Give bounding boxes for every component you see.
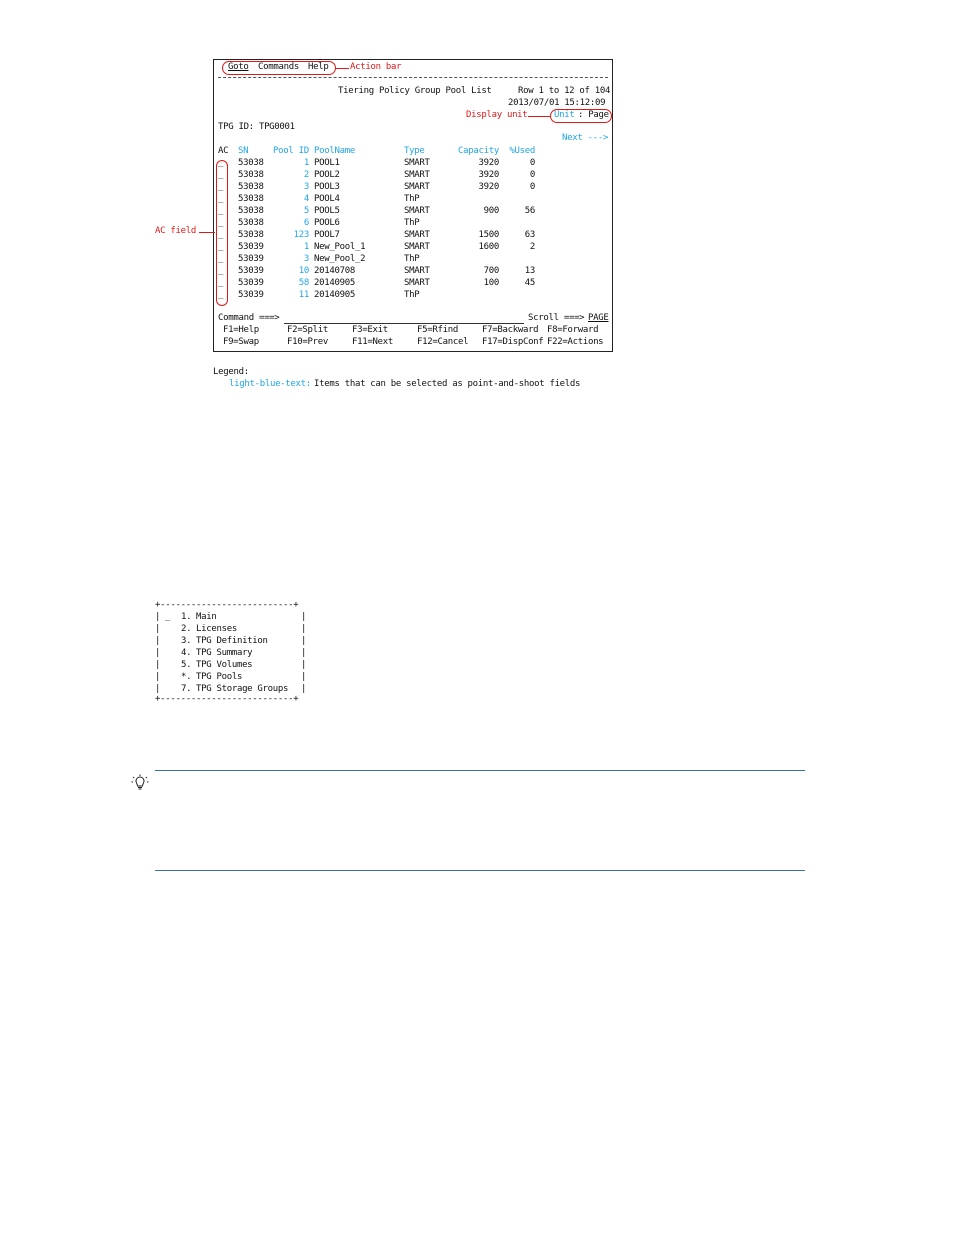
cell-used: 0 bbox=[529, 182, 535, 192]
ac-input[interactable]: _ bbox=[218, 182, 224, 192]
table-header bbox=[218, 145, 535, 157]
menu-left-border: | bbox=[155, 684, 161, 694]
menu-left-border: | bbox=[155, 672, 161, 682]
cell-sn: 53038 bbox=[238, 158, 264, 168]
cell-pool-name: POOL4 bbox=[314, 194, 340, 204]
cell-pool-id[interactable]: 10 bbox=[298, 266, 309, 276]
cell-sn: 53038 bbox=[238, 194, 264, 204]
cell-pool-id[interactable]: 3 bbox=[303, 182, 309, 192]
cell-pool-id[interactable]: 1 bbox=[303, 242, 309, 252]
table-row bbox=[218, 265, 535, 277]
cell-type: ThP bbox=[404, 290, 420, 300]
cell-pool-name: POOL5 bbox=[314, 206, 340, 216]
command-input[interactable] bbox=[284, 323, 524, 324]
menu-left-border: | bbox=[155, 612, 161, 622]
ac-input[interactable]: _ bbox=[218, 230, 224, 240]
header-type[interactable]: Type bbox=[404, 146, 425, 156]
command-label: Command ===> bbox=[218, 313, 280, 323]
cell-pool-id[interactable]: 2 bbox=[303, 170, 309, 180]
menu-item-number: *. bbox=[181, 672, 192, 682]
menu-left-border: | bbox=[155, 660, 161, 670]
cell-pool-name: POOL6 bbox=[314, 218, 340, 228]
menu-item-number: 3. bbox=[181, 636, 192, 646]
header-separator bbox=[218, 77, 608, 78]
cell-capacity bbox=[458, 253, 499, 265]
cell-capacity: 3920 bbox=[478, 158, 499, 168]
header-pool-name[interactable]: PoolName bbox=[314, 146, 355, 156]
ac-input[interactable]: _ bbox=[218, 278, 224, 288]
function-key[interactable]: F5=Rfind bbox=[417, 325, 458, 335]
header-capacity[interactable]: Capacity bbox=[458, 146, 499, 156]
tip-top-rule bbox=[155, 770, 805, 771]
menu-top-border: +--------------------------+ bbox=[155, 600, 299, 610]
cell-used bbox=[499, 289, 535, 301]
menu-left-border: | bbox=[155, 624, 161, 634]
menu-item-number: 2. bbox=[181, 624, 192, 634]
menu-item-number: 1. bbox=[181, 612, 192, 622]
cell-sn: 53039 bbox=[238, 290, 264, 300]
legend-title: Legend: bbox=[213, 367, 249, 377]
unit-field[interactable]: Unit bbox=[554, 110, 575, 120]
table-row bbox=[218, 253, 535, 265]
cell-pool-name: POOL3 bbox=[314, 182, 340, 192]
cell-pool-name: New_Pool_2 bbox=[314, 254, 366, 264]
cell-pool-id[interactable]: 6 bbox=[303, 218, 309, 228]
lightbulb-icon bbox=[131, 774, 149, 792]
function-key[interactable]: F11=Next bbox=[352, 337, 393, 347]
cell-sn: 53038 bbox=[238, 218, 264, 228]
cell-sn: 53038 bbox=[238, 206, 264, 216]
menu-goto[interactable]: Goto bbox=[228, 62, 249, 72]
ac-input[interactable]: _ bbox=[218, 158, 224, 168]
menu-right-border: | bbox=[301, 624, 307, 634]
menu-bottom-border: +--------------------------+ bbox=[155, 694, 299, 704]
function-key[interactable]: F22=Actions bbox=[547, 337, 604, 347]
menu-left-border: | bbox=[155, 648, 161, 658]
cell-capacity bbox=[458, 193, 499, 205]
ac-input[interactable]: _ bbox=[218, 170, 224, 180]
ac-input[interactable]: _ bbox=[218, 266, 224, 276]
cell-type: SMART bbox=[404, 206, 430, 216]
ac-field-callout: AC field bbox=[155, 226, 196, 236]
cell-pool-name: 20140905 bbox=[314, 278, 355, 288]
menu-right-border: | bbox=[301, 684, 307, 694]
cell-type: ThP bbox=[404, 254, 420, 264]
cell-sn: 53039 bbox=[238, 242, 264, 252]
cell-used: 56 bbox=[524, 206, 535, 216]
menu-commands[interactable]: Commands bbox=[258, 62, 299, 72]
cell-capacity: 900 bbox=[483, 206, 499, 216]
cell-capacity bbox=[458, 217, 499, 229]
header-used[interactable]: %Used bbox=[509, 146, 535, 156]
menu-left-border: | bbox=[155, 636, 161, 646]
cell-used bbox=[499, 193, 535, 205]
cell-pool-name: 20140905 bbox=[314, 290, 355, 300]
cell-pool-name: 20140708 bbox=[314, 266, 355, 276]
table-row bbox=[218, 289, 535, 301]
menu-item-number: 4. bbox=[181, 648, 192, 658]
cell-pool-name: New_Pool_1 bbox=[314, 242, 366, 252]
cell-used: 45 bbox=[524, 278, 535, 288]
function-key[interactable]: F17=DispConf bbox=[482, 337, 544, 347]
cell-capacity: 3920 bbox=[478, 170, 499, 180]
cell-capacity bbox=[458, 289, 499, 301]
cell-capacity: 700 bbox=[483, 266, 499, 276]
cell-used: 63 bbox=[524, 230, 535, 240]
cell-pool-id[interactable]: 58 bbox=[298, 278, 309, 288]
menu-item-label[interactable]: TPG Pools bbox=[196, 672, 243, 682]
cell-type: SMART bbox=[404, 182, 430, 192]
cell-pool-name: POOL2 bbox=[314, 170, 340, 180]
menu-right-border: | bbox=[301, 636, 307, 646]
cell-sn: 53038 bbox=[238, 230, 264, 240]
function-key[interactable]: F7=Backward bbox=[482, 325, 539, 335]
header-sn[interactable]: SN bbox=[238, 146, 249, 156]
action-bar-callout: Action bar bbox=[350, 62, 402, 72]
menu-item-label[interactable]: TPG Storage Groups bbox=[196, 684, 289, 694]
function-key[interactable]: F10=Prev bbox=[287, 337, 328, 347]
cell-capacity: 100 bbox=[483, 278, 499, 288]
menu-right-border: | bbox=[301, 660, 307, 670]
cell-type: SMART bbox=[404, 230, 430, 240]
cell-pool-name: POOL1 bbox=[314, 158, 340, 168]
menu-item-label[interactable]: Main bbox=[196, 612, 217, 622]
ac-field-leader bbox=[199, 232, 215, 233]
cell-pool-id[interactable]: 123 bbox=[293, 230, 309, 240]
cell-used: 0 bbox=[529, 158, 535, 168]
cell-type: SMART bbox=[404, 158, 430, 168]
cell-pool-id[interactable]: 11 bbox=[298, 290, 309, 300]
ac-input[interactable]: _ bbox=[218, 242, 224, 252]
menu-right-border: | bbox=[301, 672, 307, 682]
cell-pool-id[interactable]: 1 bbox=[303, 158, 309, 168]
ac-input[interactable]: _ bbox=[218, 254, 224, 264]
cell-sn: 53039 bbox=[238, 278, 264, 288]
menu-item-number: 5. bbox=[181, 660, 192, 670]
next-link[interactable]: Next ---> bbox=[562, 133, 609, 143]
header-pool-id[interactable]: Pool ID bbox=[273, 146, 309, 156]
scroll-label: Scroll ===> bbox=[528, 313, 585, 323]
ac-input[interactable]: _ bbox=[218, 194, 224, 204]
cell-pool-id[interactable]: 3 bbox=[303, 254, 309, 264]
function-key[interactable]: F12=Cancel bbox=[417, 337, 469, 347]
table-row bbox=[218, 217, 535, 229]
cell-capacity: 1600 bbox=[478, 242, 499, 252]
cell-type: ThP bbox=[404, 218, 420, 228]
scroll-input[interactable]: PAGE bbox=[588, 313, 609, 323]
row-info: Row 1 to 12 of 104 bbox=[518, 86, 611, 96]
cell-type: SMART bbox=[404, 242, 430, 252]
display-unit-leader bbox=[528, 116, 550, 117]
cell-used: 2 bbox=[529, 242, 535, 252]
tpg-id: TPG ID: TPG0001 bbox=[218, 122, 295, 132]
unit-value: : Page bbox=[578, 110, 609, 120]
table-row bbox=[218, 157, 535, 169]
cell-pool-name: POOL7 bbox=[314, 230, 340, 240]
cell-pool-id[interactable]: 4 bbox=[303, 194, 309, 204]
table-row bbox=[218, 229, 535, 241]
menu-right-border: | bbox=[301, 612, 307, 622]
menu-item-label[interactable]: TPG Definition bbox=[196, 636, 268, 646]
cell-type: SMART bbox=[404, 170, 430, 180]
cell-type: SMART bbox=[404, 266, 430, 276]
cell-sn: 53039 bbox=[238, 254, 264, 264]
display-unit-callout: Display unit bbox=[466, 110, 528, 120]
function-key[interactable]: F8=Forward bbox=[547, 325, 599, 335]
ac-input[interactable]: _ bbox=[218, 218, 224, 228]
cell-used bbox=[499, 217, 535, 229]
ac-input[interactable]: _ bbox=[218, 206, 224, 216]
function-key[interactable]: F9=Swap bbox=[223, 337, 259, 347]
table-row bbox=[218, 205, 535, 217]
pool-table bbox=[218, 145, 535, 301]
cell-used bbox=[499, 253, 535, 265]
tip-bottom-rule bbox=[155, 870, 805, 871]
cell-used: 13 bbox=[524, 266, 535, 276]
menu-selection-input[interactable]: _ bbox=[165, 612, 171, 622]
cell-sn: 53039 bbox=[238, 266, 264, 276]
menu-item-label[interactable]: TPG Summary bbox=[196, 648, 253, 658]
function-key[interactable]: F2=Split bbox=[287, 325, 328, 335]
cell-sn: 53038 bbox=[238, 182, 264, 192]
screen-title: Tiering Policy Group Pool List bbox=[338, 86, 492, 96]
cell-capacity: 3920 bbox=[478, 182, 499, 192]
action-bar-leader bbox=[335, 68, 349, 69]
function-key[interactable]: F1=Help bbox=[223, 325, 259, 335]
legend-key: light-blue-text: bbox=[229, 379, 311, 389]
table-row bbox=[218, 169, 535, 181]
legend-text: Items that can be selected as point-and-shoot fields bbox=[314, 379, 581, 389]
function-key[interactable]: F3=Exit bbox=[352, 325, 388, 335]
menu-item-number: 7. bbox=[181, 684, 192, 694]
cell-pool-id[interactable]: 5 bbox=[303, 206, 309, 216]
cell-sn: 53038 bbox=[238, 170, 264, 180]
table-row bbox=[218, 241, 535, 253]
cell-type: ThP bbox=[404, 194, 420, 204]
menu-help[interactable]: Help bbox=[308, 62, 329, 72]
cell-capacity: 1500 bbox=[478, 230, 499, 240]
menu-item-label[interactable]: Licenses bbox=[196, 624, 237, 634]
menu-right-border: | bbox=[301, 648, 307, 658]
tpg-pool-list-screen bbox=[213, 59, 613, 352]
cell-type: SMART bbox=[404, 278, 430, 288]
table-row bbox=[218, 181, 535, 193]
cell-used: 0 bbox=[529, 170, 535, 180]
header-ac: AC bbox=[218, 146, 229, 156]
table-row bbox=[218, 193, 535, 205]
ac-input[interactable]: _ bbox=[218, 290, 224, 300]
timestamp: 2013/07/01 15:12:09 bbox=[508, 98, 606, 108]
menu-item-label[interactable]: TPG Volumes bbox=[196, 660, 253, 670]
table-row bbox=[218, 277, 535, 289]
